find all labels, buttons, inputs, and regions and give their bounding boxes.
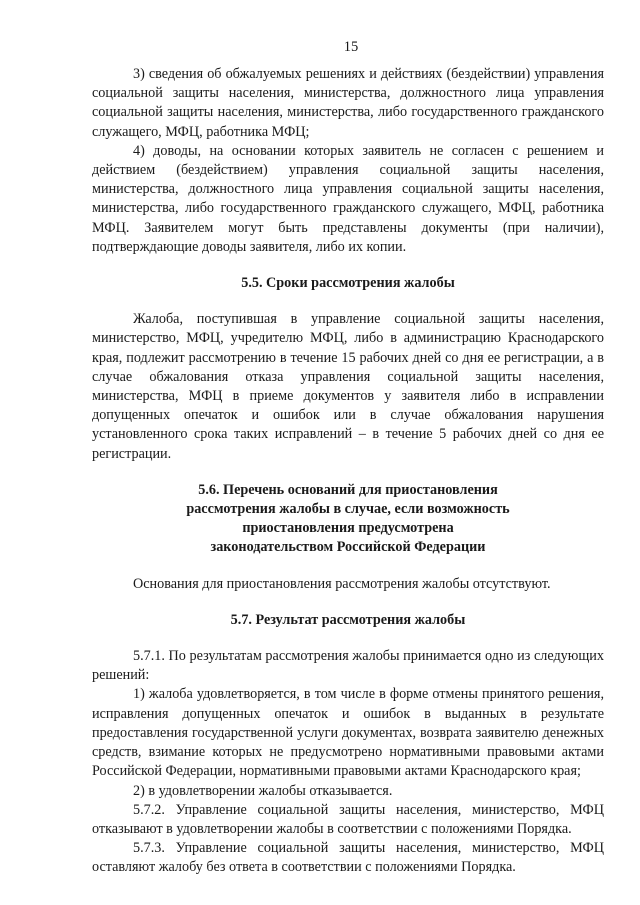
paragraph-item-4: 4) доводы, на основании которых заявитель не согласен с решением и действием (бездействием) управления социальной защиты населения, министерства, должностного лица управления социальной защиты населения, министерства, либо государственного гражданского служащего, МФЦ, работника МФЦ. Заявителем могут быть представлены документы (при наличии), подтверждающие доводы заявителя, либо их копии. [92,142,604,255]
section-5-7-decision-2: 2) в удовлетворении жалобы отказывается. [133,782,393,799]
section-5-6-heading-line-3: приостановления предусмотрена [242,520,454,537]
section-5-6-heading-line-1: 5.6. Перечень оснований для приостановления [198,481,498,498]
section-5-7-decision-1: 1) жалоба удовлетворяется, в том числе в форме отмены принятого решения, исправления допущенных опечаток и ошибок в выданных в результате предоставления государственной услуги документах, возврата заявителю денежных средств, взимание которых не предусмотрено нормативными правовыми актами Российской Федерации, нормативными правовыми актами Краснодарского края; [92,686,604,780]
page-number: 15 [343,39,359,55]
section-5-7-2-text: 5.7.2. Управление социальной защиты населения, министерство, МФЦ отказывают в удовлетворении жалобы в соответствии с положениями Порядка. [92,801,604,837]
section-5-5-heading: 5.5. Сроки рассмотрения жалобы [241,275,455,292]
section-5-7-1-text: 5.7.1. По результатам рассмотрения жалобы принимается одно из следующих решений: [92,648,604,684]
section-5-6-heading-line-2: рассмотрения жалобы в случае, если возможность [186,501,510,518]
section-5-6-text: Основания для приостановления рассмотрения жалобы отсутствуют. [133,575,551,592]
section-5-6-heading-line-4: законодательством Российской Федерации [210,539,486,556]
paragraph-item-3: 3) сведения об обжалуемых решениях и действиях (бездействии) управления социальной защиты населения, министерства, должностного лица управления социальной защиты населения, министерства, либо государственного гражданского служащего, МФЦ, работника МФЦ; [92,66,604,140]
section-5-5-text: Жалоба, поступившая в управление социальной защиты населения, министерство, МФЦ, учредителю МФЦ, либо в администрацию Краснодарского края, подлежит рассмотрению в течение 15 рабочих дней со дня ее регистрации, а в случае обжалования отказа управления социальной защиты населения, министерства, МФЦ в приеме документов у заявителя либо в исправлении допущенных опечаток и ошибок или в случае обжалования нарушения установленного срока таких исправлений – в течение 5 рабочих дней со дня ее регистрации. [92,311,604,462]
section-5-7-heading: 5.7. Результат рассмотрения жалобы [230,611,466,628]
section-5-7-3-text: 5.7.3. Управление социальной защиты населения, министерство, МФЦ оставляют жалобу без ответа в соответствии с положениями Порядка. [92,840,604,876]
